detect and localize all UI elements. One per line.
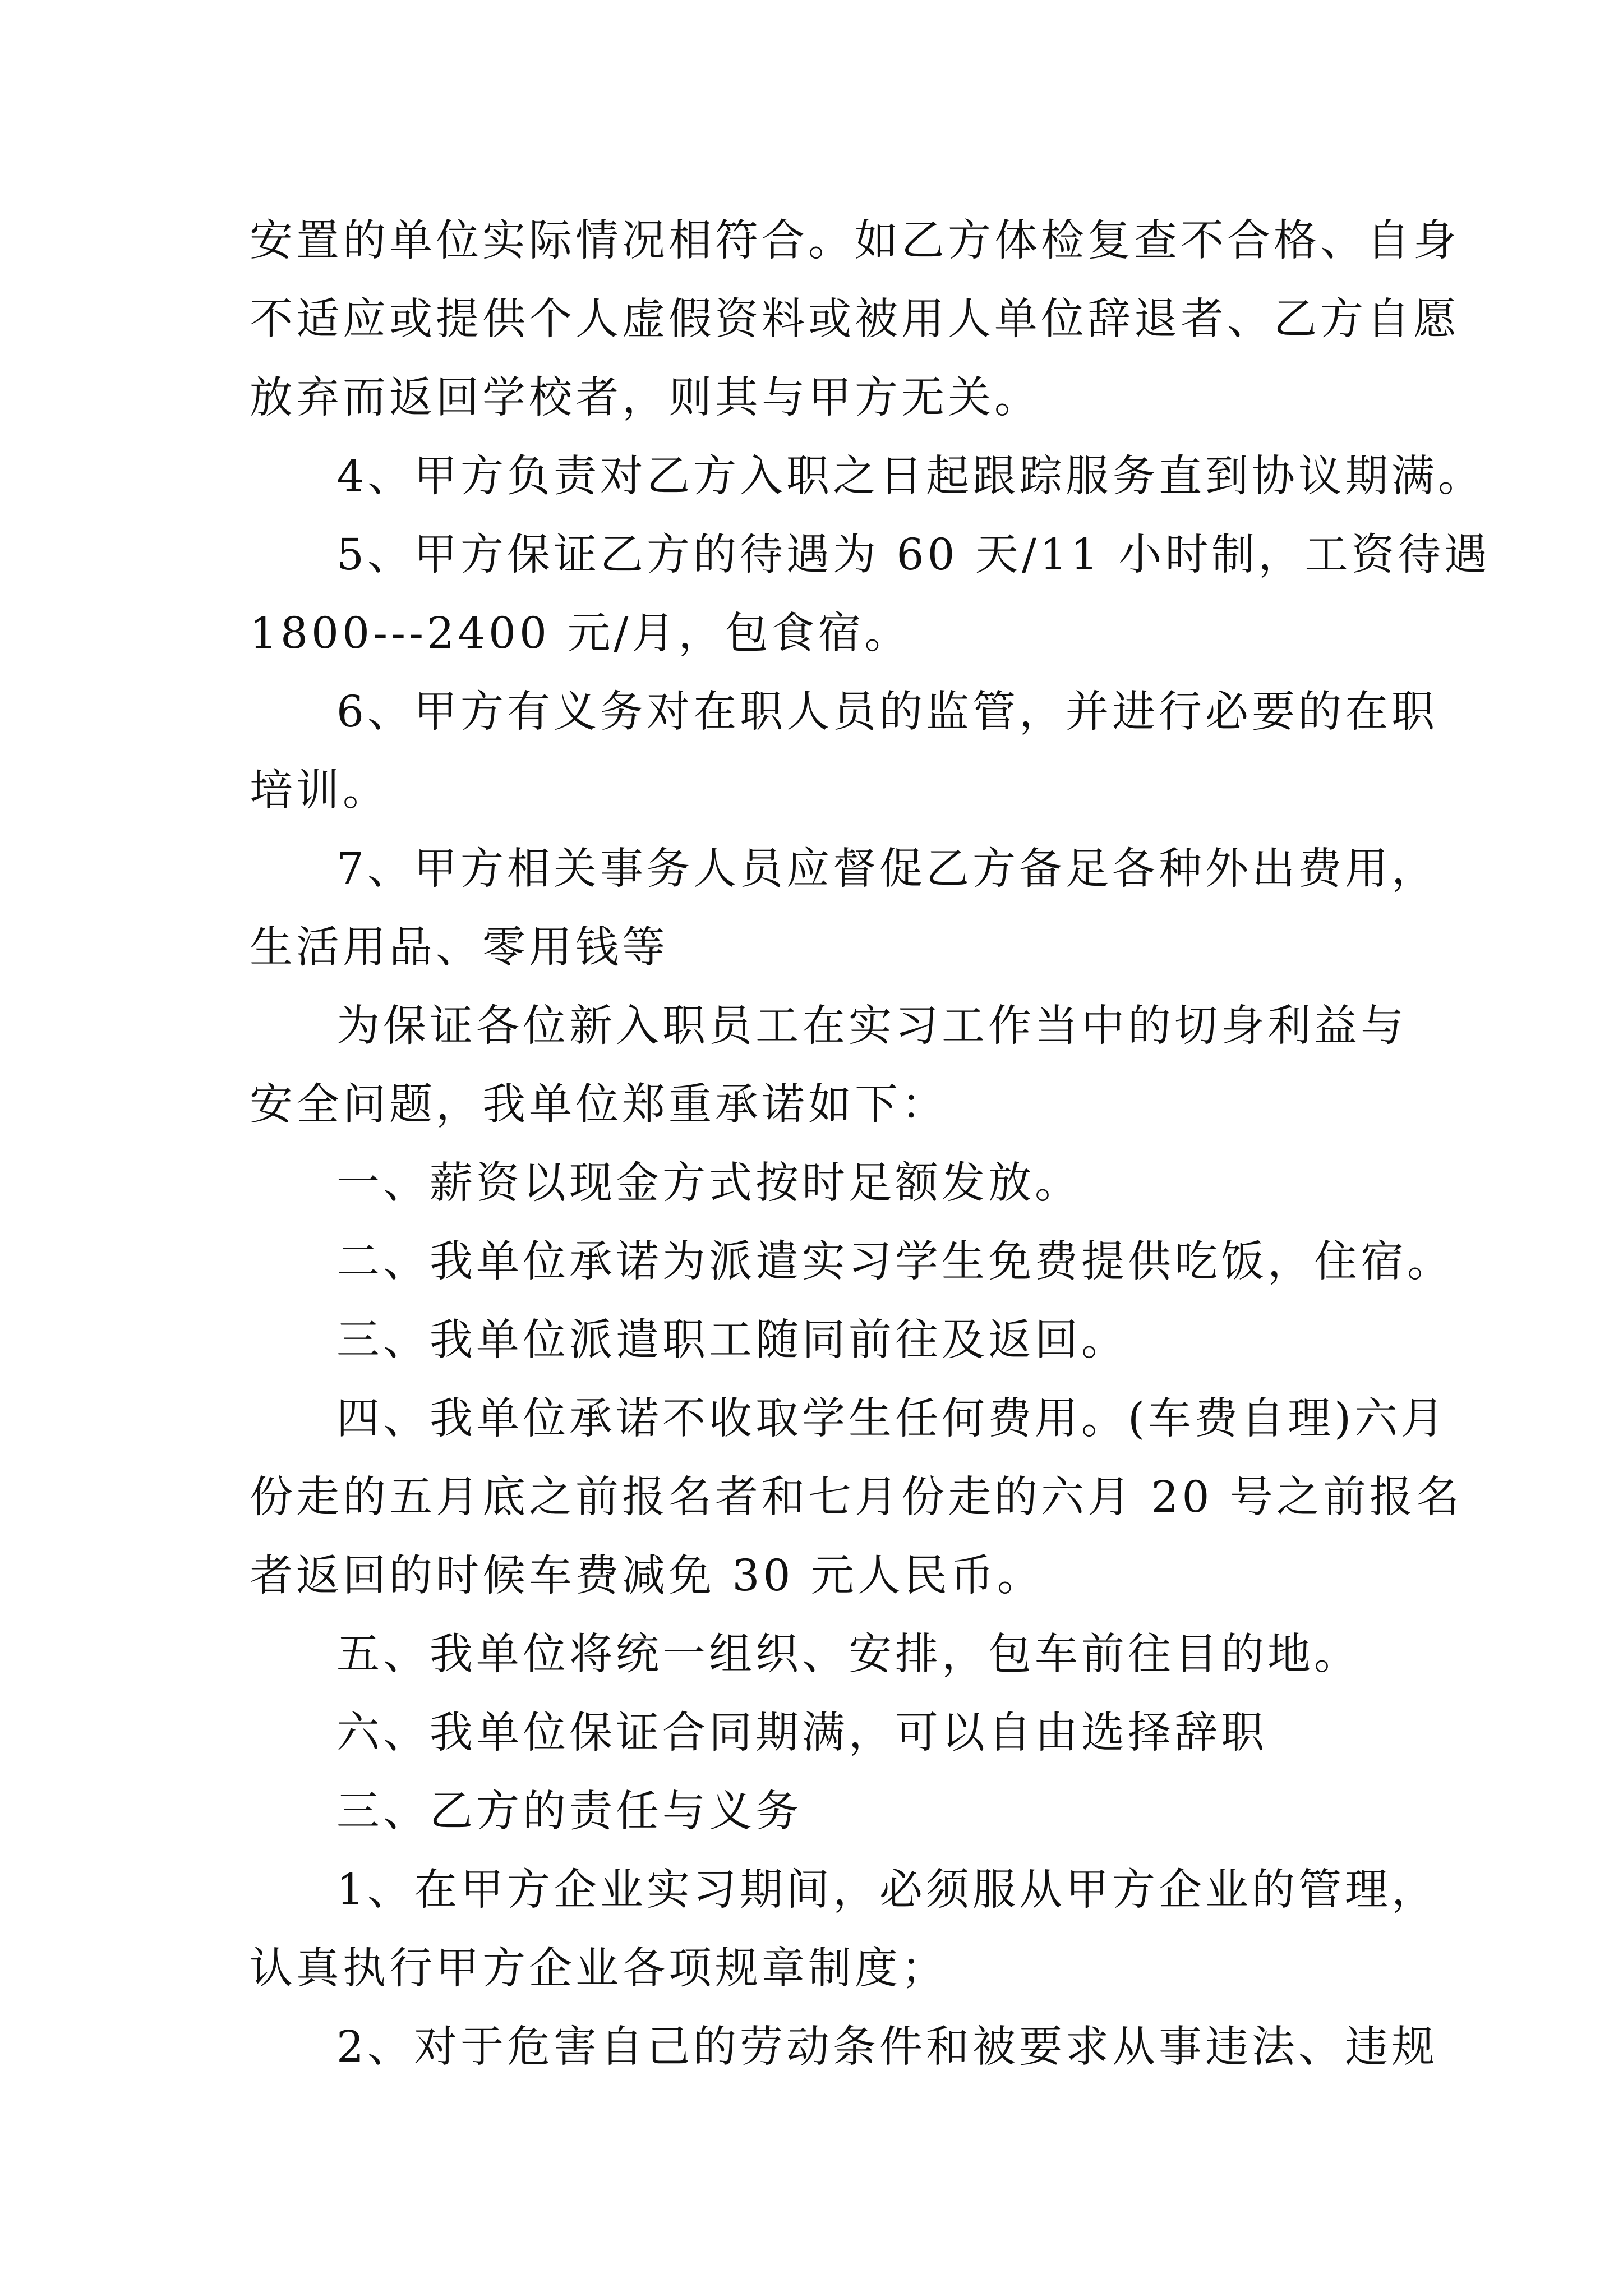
text-line: 6、甲方有义务对在职人员的监管，并进行必要的在职 xyxy=(336,687,1438,737)
text-line: 2、对于危害自己的劳动条件和被要求从事违法、违规 xyxy=(336,2022,1438,2072)
text-line: 为保证各位新入职员工在实习工作当中的切身利益与 xyxy=(336,1001,1407,1051)
text-line: 不适应或提供个人虚假资料或被用人单位辞退者、乙方自愿 xyxy=(250,295,1460,344)
text-line: 生活用品、零用钱等 xyxy=(250,923,668,973)
text-line: 五、我单位将统一组织、安排，包车前往目的地。 xyxy=(336,1630,1361,1680)
text-line: 六、我单位保证合同期满，可以自由选择辞职 xyxy=(336,1708,1267,1758)
text-line: 二、我单位承诺为派遣实习学生免费提供吃饭，住宿。 xyxy=(336,1237,1454,1287)
text-line: 1、在甲方企业实习期间，必须服从甲方企业的管理， xyxy=(336,1865,1438,1915)
text-line: 四、我单位承诺不收取学生任何费用。(车费自理)六月 xyxy=(336,1394,1448,1444)
text-line: 5、甲方保证乙方的待遇为 60 天/11 小时制，工资待遇 xyxy=(336,530,1491,580)
text-line: 份走的五月底之前报名者和七月份走的六月 20 号之前报名 xyxy=(250,1473,1463,1522)
text-line: 安全问题，我单位郑重承诺如下： xyxy=(250,1080,948,1130)
text-line: 安置的单位实际情况相符合。如乙方体检复查不合格、自身 xyxy=(250,216,1460,266)
text-line: 者返回的时候车费减免 30 元人民币。 xyxy=(250,1551,1044,1601)
text-line: 4、甲方负责对乙方入职之日起跟踪服务直到协议期满。 xyxy=(336,452,1484,501)
text-line: 7、甲方相关事务人员应督促乙方备足各种外出费用， xyxy=(336,844,1438,894)
text-line: 1800---2400 元/月，包食宿。 xyxy=(250,609,911,659)
text-line: 一、薪资以现金方式按时足额发放。 xyxy=(336,1158,1081,1208)
text-line: 认真执行甲方企业各项规章制度； xyxy=(250,1944,948,1994)
text-line: 三、我单位派遣职工随同前往及返回。 xyxy=(336,1315,1128,1365)
text-line: 放弃而返回学校者，则其与甲方无关。 xyxy=(250,373,1041,423)
text-line: 三、乙方的责任与义务 xyxy=(336,1787,802,1837)
text-line: 培训。 xyxy=(250,766,389,816)
